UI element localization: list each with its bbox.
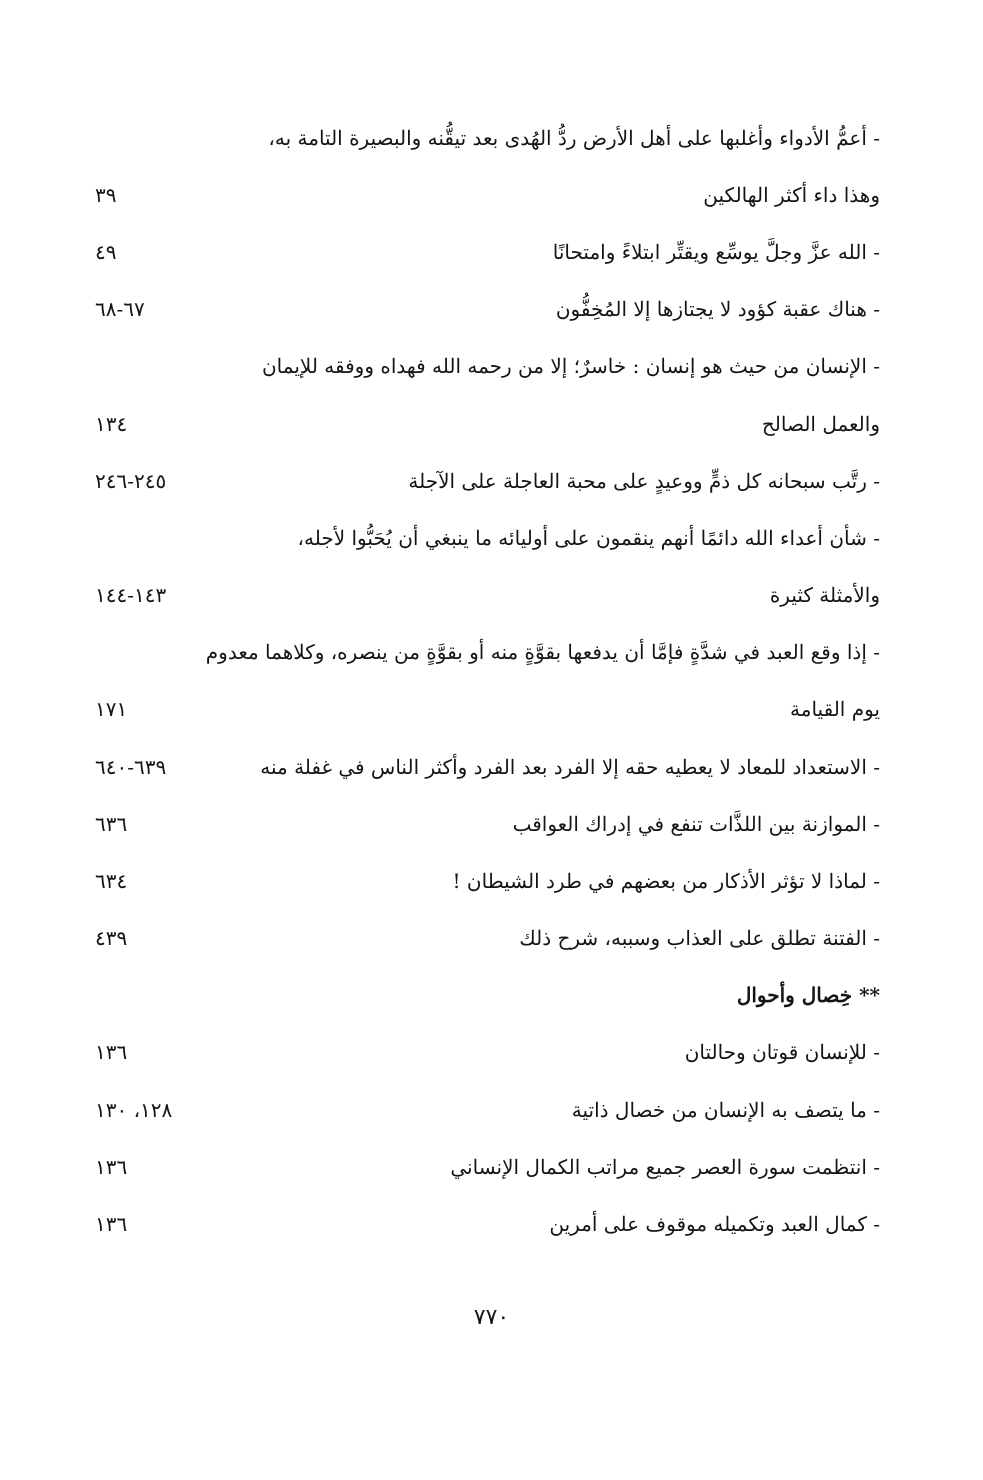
- entry-text: - للإنسان قوتان وحالتان: [684, 1040, 880, 1064]
- entry-text: - هناك عقبة كؤود لا يجتازها إلا المُخِفُّون: [555, 297, 880, 321]
- entry-text: - ما يتصف به الإنسان من خصال ذاتية: [571, 1098, 880, 1122]
- entry-page-ref: ١٢٨، ١٣٠: [95, 1098, 173, 1122]
- entry-text: - لماذا لا تؤثر الأذكار من بعضهم في طرد الشيطان !: [452, 869, 880, 893]
- entry-text: - كمال العبد وتكميله موقوف على أمرين: [549, 1212, 880, 1236]
- index-entry: [95, 632, 880, 672]
- entry-page-ref: ٦٣٩-٦٤٠: [95, 755, 167, 779]
- index-entry: [95, 918, 880, 958]
- entry-page-ref: ١٧١: [95, 697, 128, 721]
- entry-text: يوم القيامة: [790, 697, 880, 721]
- index-entry: [95, 346, 880, 386]
- index-entry: [95, 804, 880, 844]
- entry-text: - أعمُّ الأدواء وأغلبها على أهل الأرض ردُّ الهُدى بعد تيقُّنه والبصيرة التامة به،: [268, 126, 880, 150]
- page-number: ٧٧٠: [473, 1305, 510, 1330]
- entry-text: - شأن أعداء الله دائمًا أنهم ينقمون على أوليائه ما ينبغي أن يُحَبُّوا لأجله،: [297, 526, 880, 550]
- entry-page-ref: ٤٣٩: [95, 926, 128, 950]
- section-heading: [95, 975, 880, 1015]
- entry-page-ref: ٤٩: [95, 240, 117, 264]
- index-entry: [95, 118, 880, 158]
- index-entry: [95, 1032, 880, 1072]
- entry-page-ref: ١٤٣-١٤٤: [95, 583, 167, 607]
- entry-page-ref: ٦٣٤: [95, 869, 128, 893]
- index-entry: [95, 1147, 880, 1187]
- entry-page-ref: ١٣٦: [95, 1212, 128, 1236]
- index-entry: [95, 689, 880, 729]
- entry-page-ref: ١٣٤: [95, 412, 128, 436]
- entry-text: - الموازنة بين اللذَّات تنفع في إدراك العواقب: [512, 812, 880, 836]
- entry-page-ref: ٦٣٦: [95, 812, 128, 836]
- entry-page-ref: ٣٩: [95, 183, 117, 207]
- index-entry: [95, 861, 880, 901]
- entry-text: والعمل الصالح: [761, 412, 880, 436]
- entry-page-ref: ٦٧-٦٨: [95, 297, 145, 321]
- entry-text: والأمثلة كثيرة: [769, 583, 880, 607]
- entry-text: - الفتنة تطلق على العذاب وسببه، شرح ذلك: [519, 926, 880, 950]
- index-entry: [95, 461, 880, 501]
- index-entry: [95, 1090, 880, 1130]
- index-entry: [95, 575, 880, 615]
- entry-text: - إذا وقع العبد في شدَّةٍ فإمَّا أن يدفعها بقوَّةٍ منه أو بقوَّةٍ من ينصره، وكلاهما معدوم: [205, 640, 880, 664]
- index-entry: [95, 1204, 880, 1244]
- entry-text: - الله عزَّ وجلَّ يوسِّع ويقتِّر ابتلاءً وامتحانًا: [552, 240, 880, 264]
- entry-page-ref: ٢٤٥-٢٤٦: [95, 469, 167, 493]
- index-entry: [95, 747, 880, 787]
- entry-text: - الإنسان من حيث هو إنسان : خاسرٌ؛ إلا من رحمه الله فهداه ووفقه للإيمان: [261, 354, 880, 378]
- entry-text: - الاستعداد للمعاد لا يعطيه حقه إلا الفرد بعد الفرد وأكثر الناس في غفلة منه: [260, 755, 880, 779]
- entry-page-ref: ١٣٦: [95, 1040, 128, 1064]
- index-entry: [95, 404, 880, 444]
- index-entry: [95, 518, 880, 558]
- index-entry: [95, 232, 880, 272]
- index-entry: [95, 175, 880, 215]
- entry-text: - انتظمت سورة العصر جميع مراتب الكمال الإنساني: [450, 1155, 880, 1179]
- entry-text: وهذا داء أكثر الهالكين: [703, 183, 880, 207]
- section-heading-text: ** خِصال وأحوال: [736, 983, 880, 1007]
- index-entry: [95, 289, 880, 329]
- entry-page-ref: ١٣٦: [95, 1155, 128, 1179]
- entry-text: - رتَّب سبحانه كل ذمٍّ ووعيدٍ على محبة العاجلة على الآجلة: [408, 469, 880, 493]
